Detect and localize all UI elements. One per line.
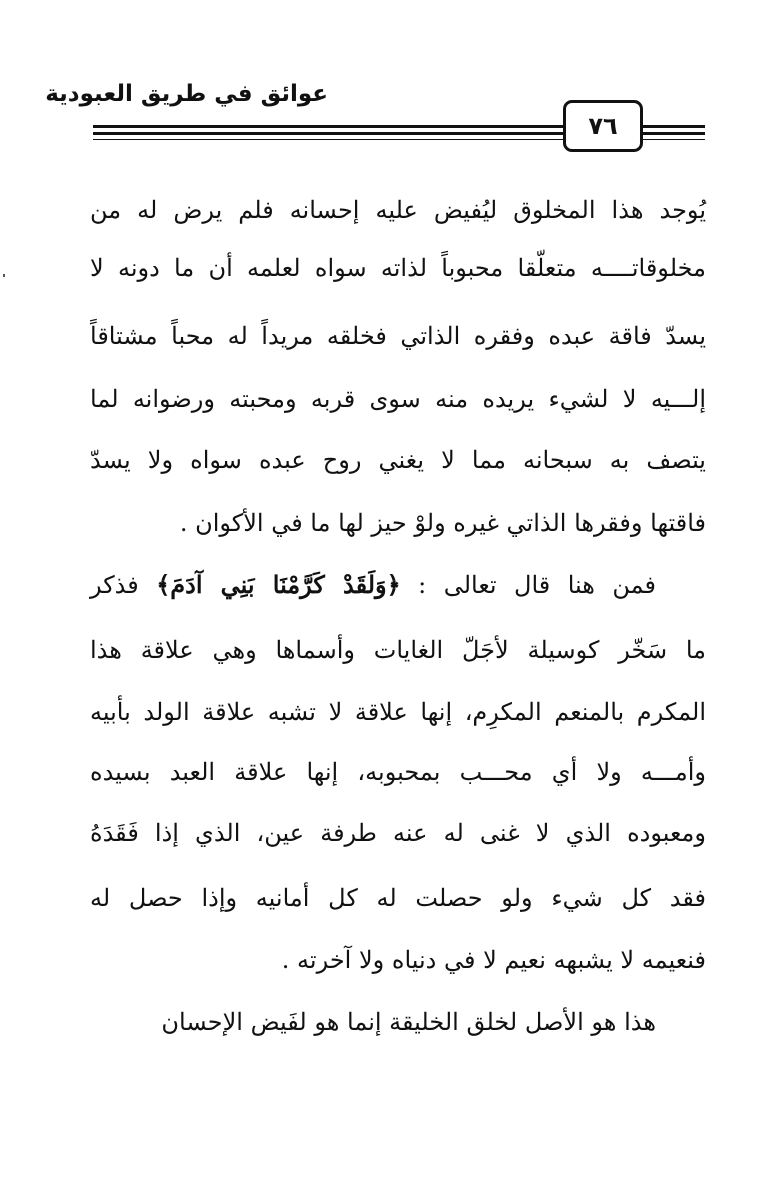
text-line: هذا هو الأصل لخلق الخليقة إنما هو لفَيض الإحسان (161, 1008, 656, 1036)
page-number-box: ٧٦ (563, 100, 643, 152)
verse-continuation: فذكر (90, 571, 139, 599)
text-line: يسدّ فاقة عبده وفقره الذاتي فخلقه مريداً له محباً مشتاقاً (90, 322, 706, 350)
text-line: مخلوقاتــــه متعلّقا محبوباً لذاته سواه لعلمه أن ما دونه لا (90, 254, 706, 282)
text-line: إلـــيه لا لشيء يريده منه سوى قربه ومحبته ورضوانه لما (90, 385, 706, 413)
text-line: يُوجد هذا المخلوق ليُفيض عليه إحسانه فلم يرض له من (90, 196, 706, 224)
quran-verse: ﴿وَلَقَدْ كَرَّمْنَا بَنِي آدَمَ﴾ (156, 570, 401, 599)
text-line: فاقتها وفقرها الذاتي غيره ولوْ حيز لها ما في الأكوان . (179, 509, 706, 537)
text-line: ومعبوده الذي لا غنى له عنه طرفة عين، الذي إذا فَقَدَهُ (90, 819, 706, 847)
verse-line (90, 560, 706, 610)
text-line: وأمـــه ولا أي محـــب بمحبوبه، إنها علاقة العبد بسيده (90, 758, 706, 786)
verse-intro: فمن هنا قال تعالى : (418, 571, 656, 599)
text-line: يتصف به سبحانه مما لا يغني روح عبده سواه ولا يسدّ (90, 446, 706, 474)
text-line: المكرم بالمنعم المكرِم، إنها علاقة لا تشبه علاقة الولد بأبيه (90, 698, 706, 726)
text-line: فنعيمه لا يشبهه نعيم لا في دنياه ولا آخرته . (281, 946, 706, 974)
running-header-title: عوائق في طريق العبودية (45, 81, 328, 107)
scan-mark (3, 274, 5, 277)
text-line: ما سَخّر كوسيلة لأجَلّ الغايات وأسماها وهي علاقة هذا (90, 636, 706, 664)
text-line: فقد كل شيء ولو حصلت له كل أمانيه وإذا حصل له (90, 884, 706, 912)
